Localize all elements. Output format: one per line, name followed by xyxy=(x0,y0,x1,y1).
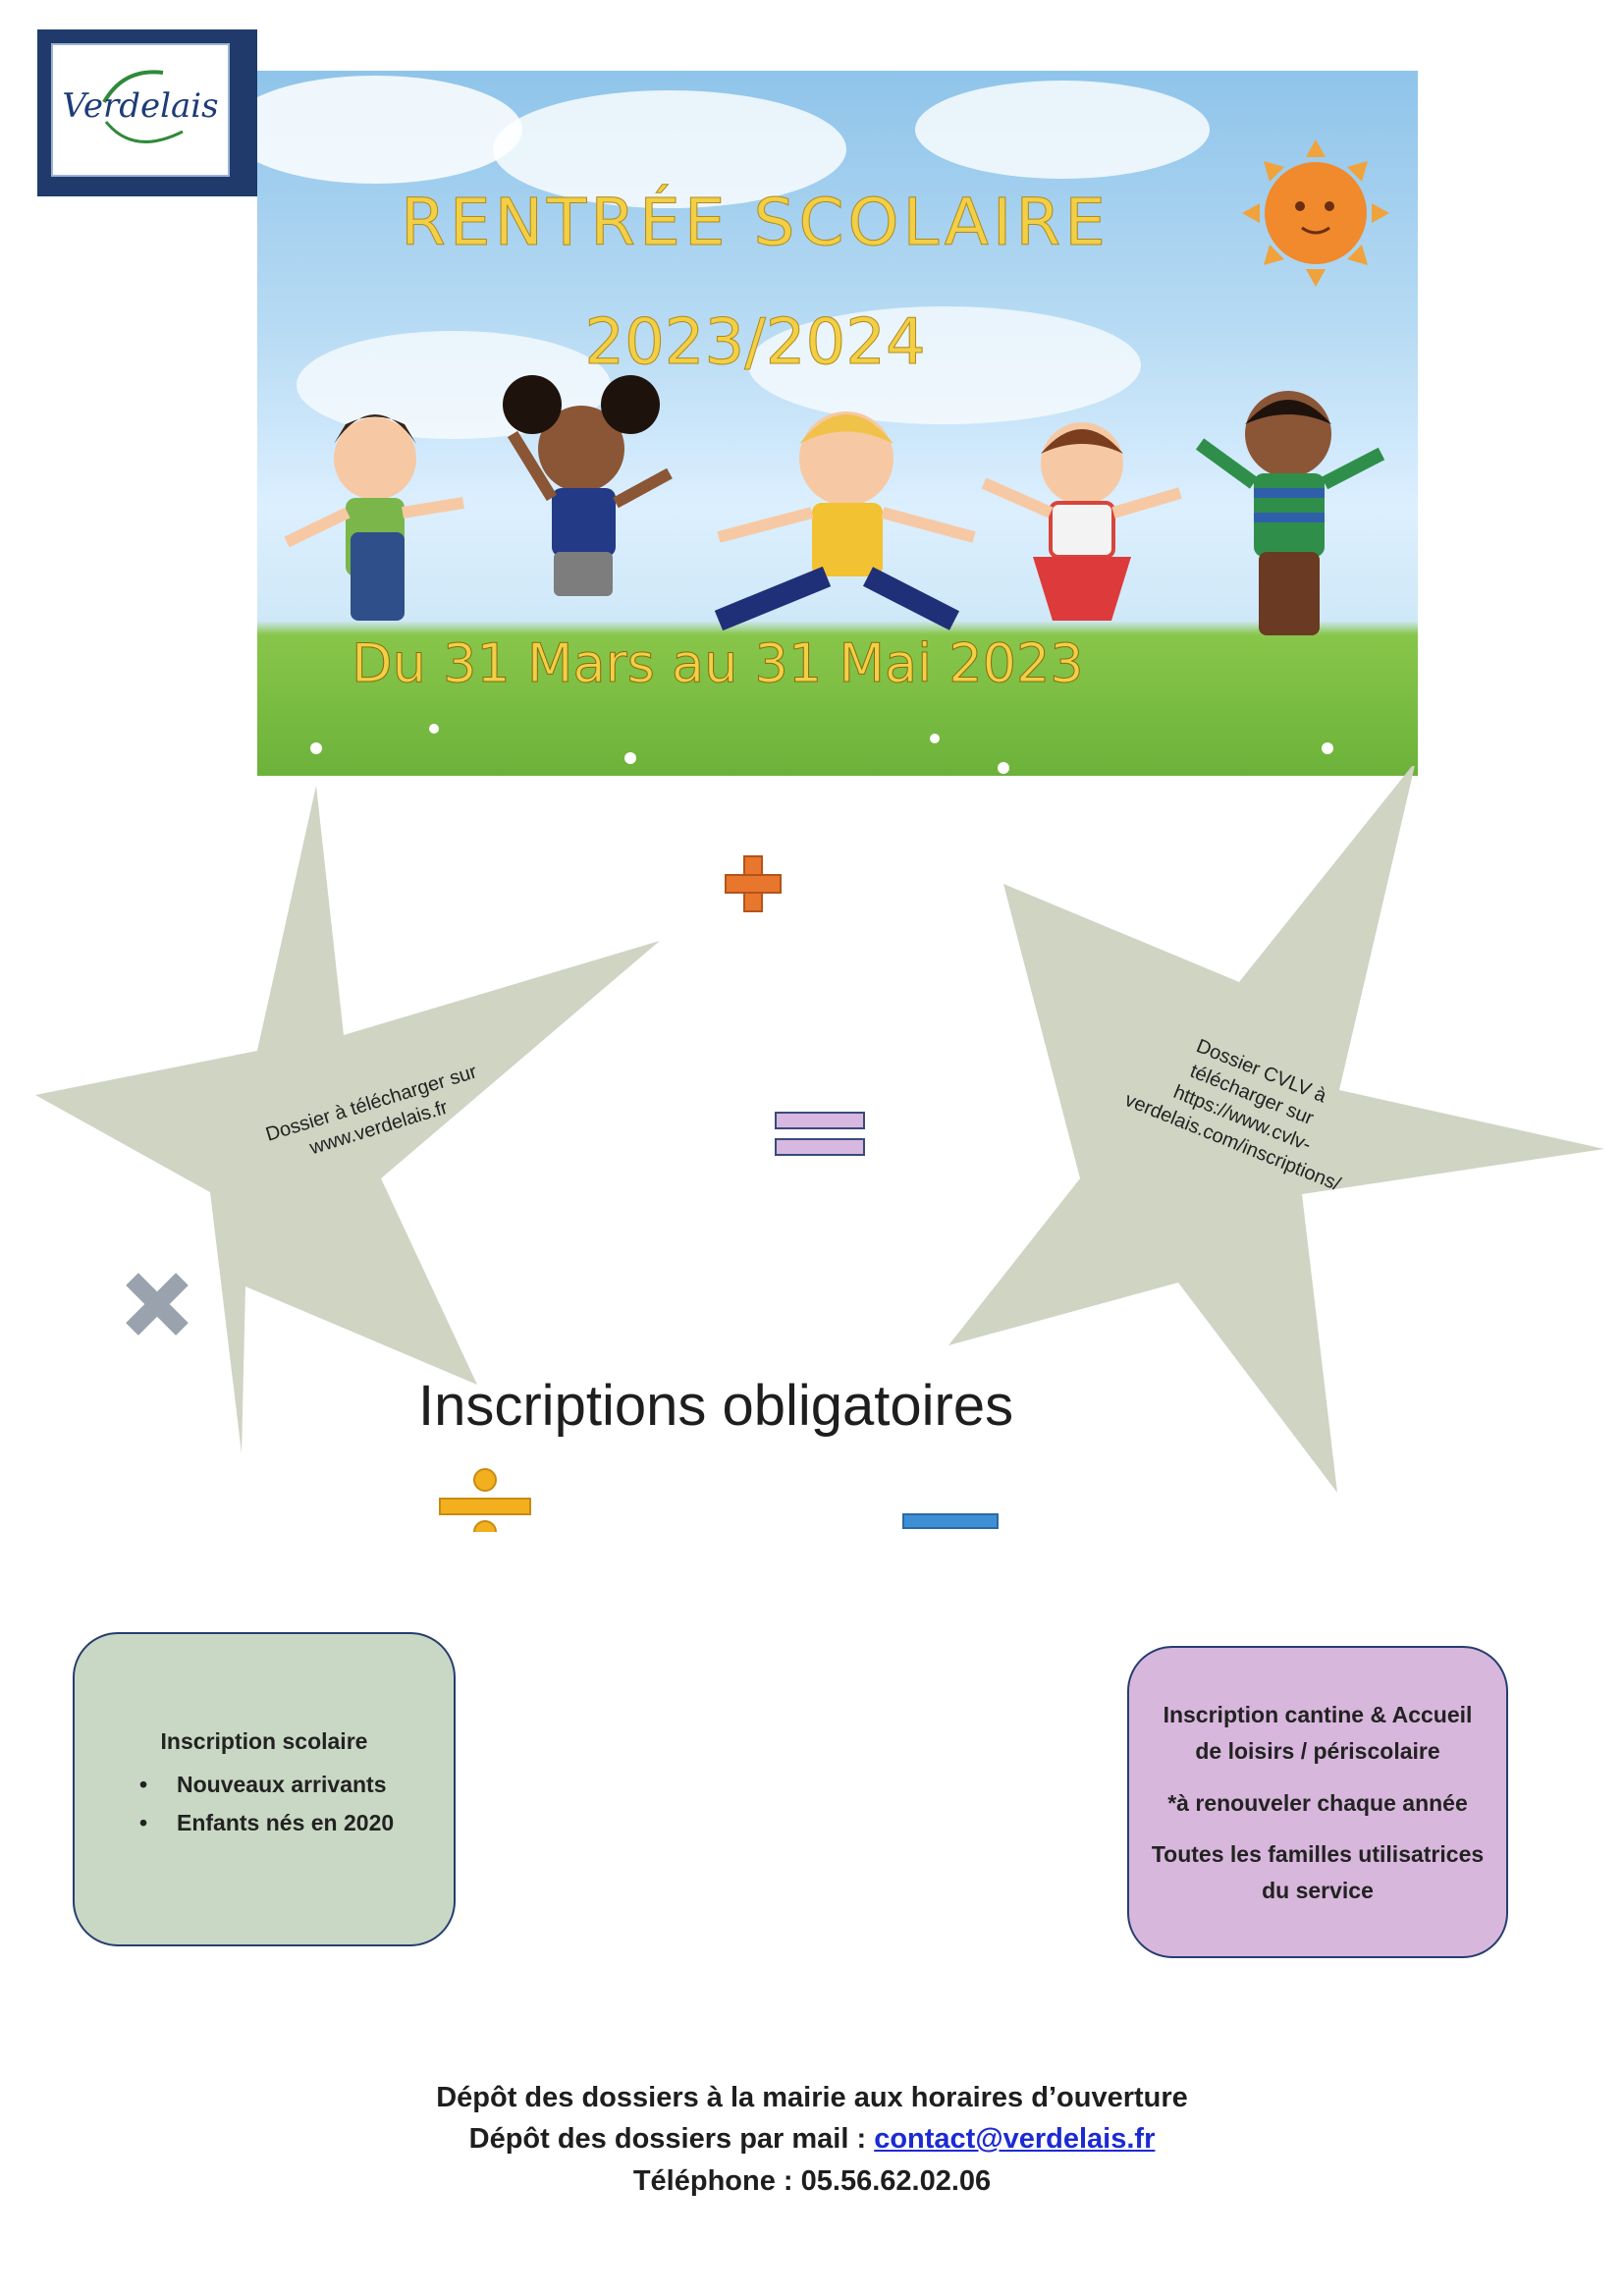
footer-phone-line: Téléphone : 05.56.62.02.06 xyxy=(632,2165,992,2197)
list-item xyxy=(139,1810,394,1836)
footer-email-line xyxy=(0,2123,1624,2156)
kid-1 xyxy=(287,414,463,621)
canteen-registration-title: Inscription cantine & Accueil de loisirs / périscolaire xyxy=(1163,1702,1473,1764)
star-right-text: Dossier CVLV à télécharger sur https://www.cvlv-verdelais.com/inscriptions/ xyxy=(1121,1035,1344,1196)
logo-text: Verdelais xyxy=(62,86,219,126)
footer-deposit-line: Dépôt des dossiers à la mairie aux horaires d’ouverture xyxy=(436,2082,1188,2113)
list-item-label: Enfants nés en 2020 xyxy=(177,1810,395,1835)
banner-title: RENTRÉE SCOLAIRE xyxy=(401,185,1110,260)
school-registration-box xyxy=(73,1632,456,1946)
bullet-icon: • xyxy=(139,1772,148,1797)
school-registration-list xyxy=(139,1772,394,1848)
banner-year: 2023/2024 xyxy=(584,306,926,379)
kid-3 xyxy=(719,411,974,621)
page-title: Inscriptions obligatoires xyxy=(418,1374,1014,1438)
star-left-text: Dossier à télécharger sur www.verdelais.fr xyxy=(263,1061,480,1160)
divide-icon xyxy=(440,1469,530,1532)
list-item-label: Nouveaux arrivants xyxy=(177,1772,387,1797)
minus-icon xyxy=(903,1514,998,1528)
canteen-registration-audience: Toutes les familles utilisatrices du service xyxy=(1151,1841,1485,1903)
email-link[interactable]: contact@verdelais.fr xyxy=(874,2123,1156,2155)
canteen-registration-box xyxy=(1127,1646,1508,1958)
school-registration-title: Inscription scolaire xyxy=(160,1728,368,1754)
banner-dates: Du 31 Mars au 31 Mai 2023 xyxy=(352,632,1084,694)
plus-icon xyxy=(726,856,781,911)
kid-5 xyxy=(1200,391,1381,635)
times-icon xyxy=(126,1273,189,1336)
banner-image xyxy=(257,71,1418,776)
list-item xyxy=(139,1772,394,1798)
kid-4 xyxy=(984,422,1180,621)
kid-2 xyxy=(503,375,670,596)
sun-icon xyxy=(1242,139,1389,287)
bullet-icon: • xyxy=(139,1810,148,1835)
equals-icon xyxy=(776,1113,864,1155)
footer-email-prefix: Dépôt des dossiers par mail : xyxy=(468,2123,875,2155)
logo xyxy=(37,29,257,196)
canteen-registration-note: *à renouveler chaque année xyxy=(1167,1790,1468,1816)
logo-panel xyxy=(51,43,230,177)
